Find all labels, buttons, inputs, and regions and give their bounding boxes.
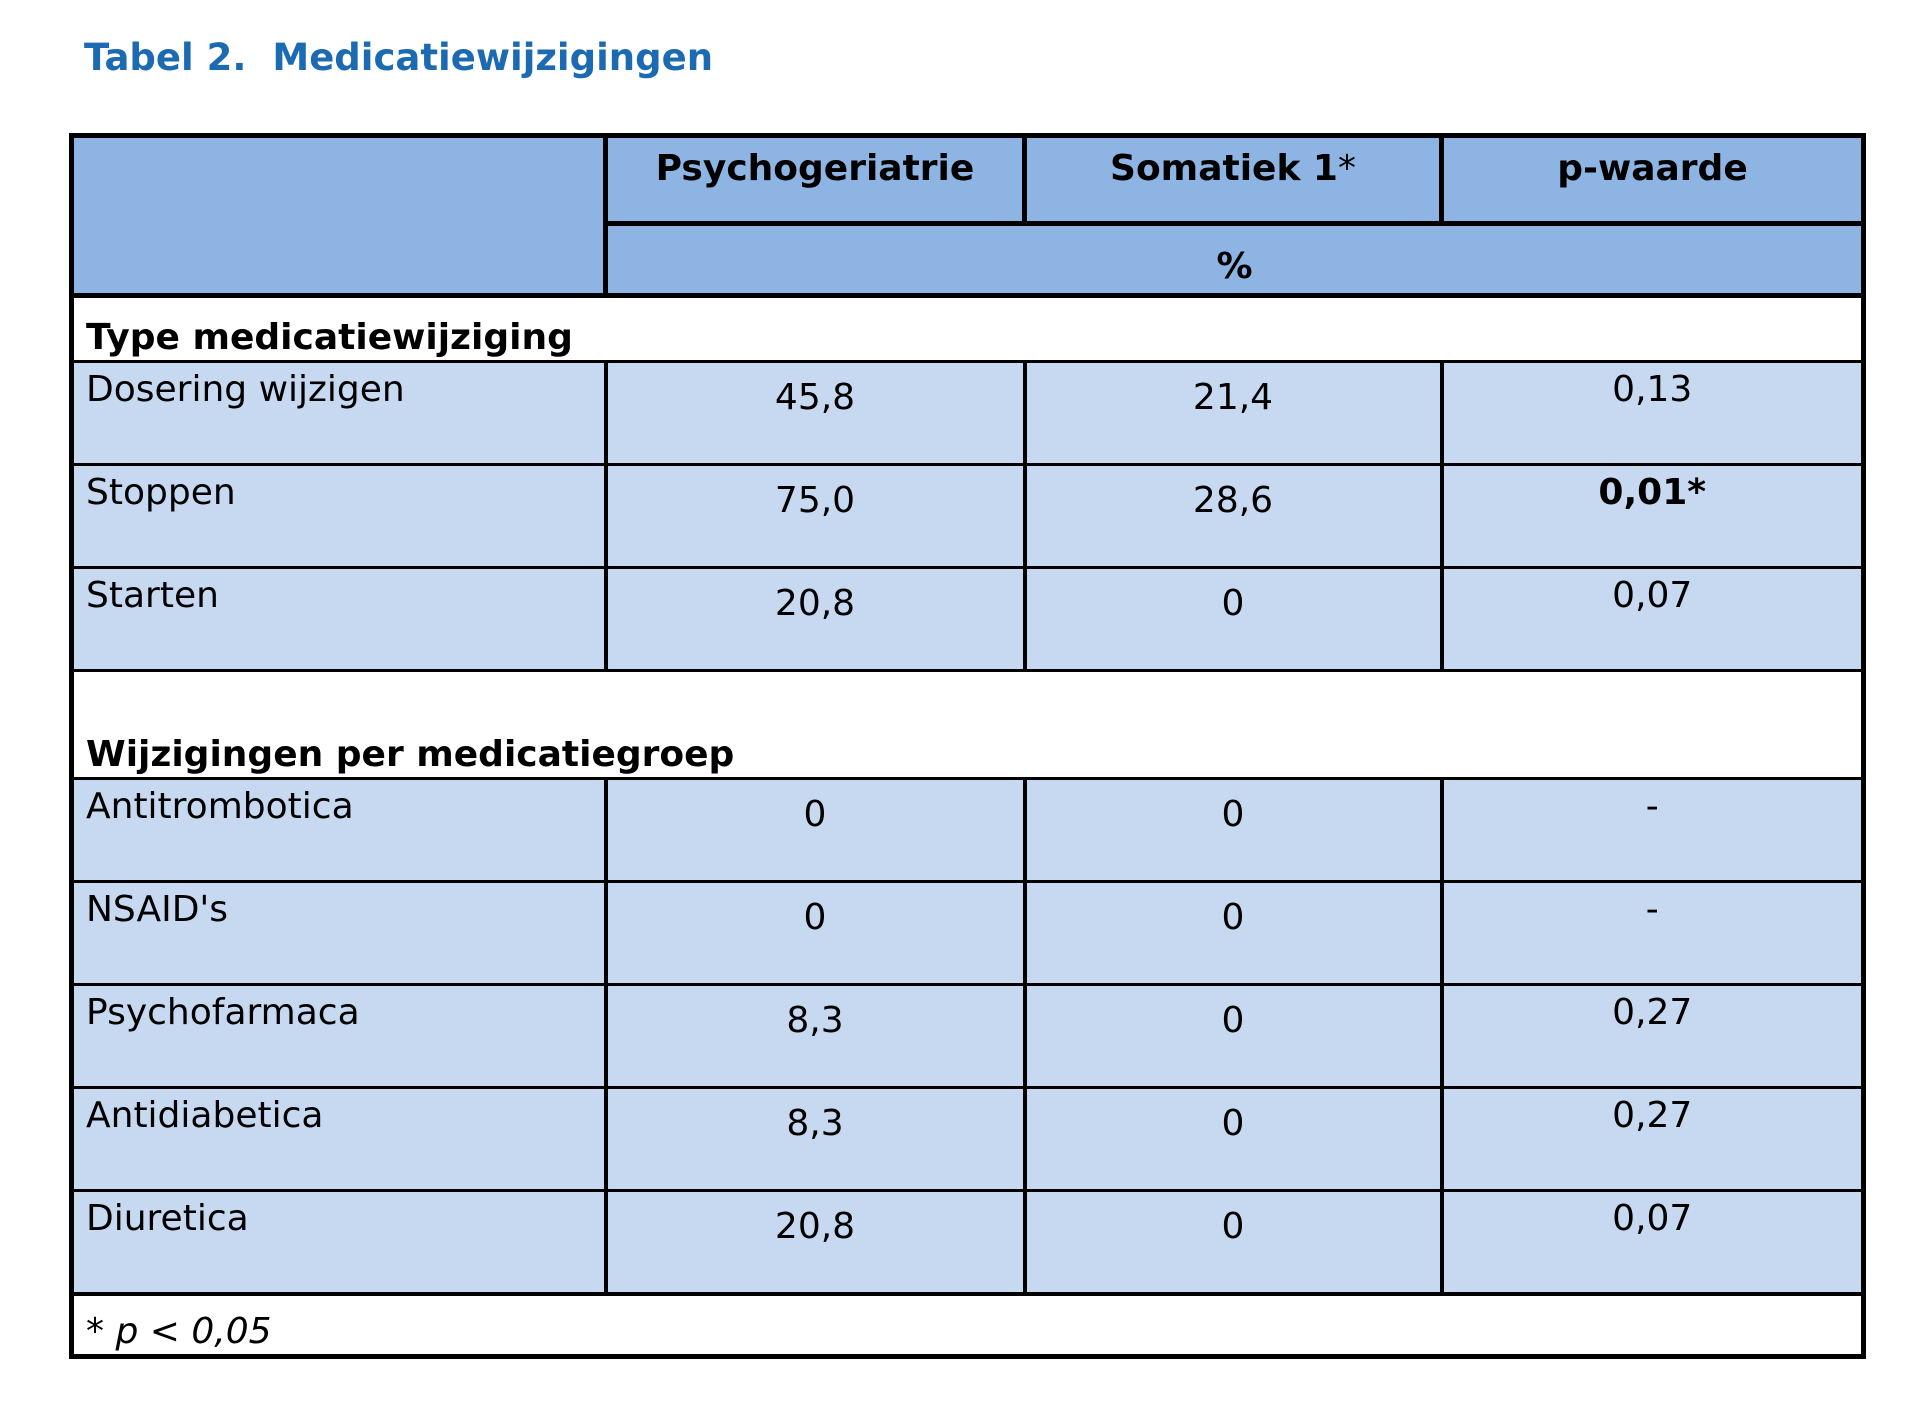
table-row <box>72 1088 1864 1191</box>
cell-p-waarde: 0,27 <box>1442 1088 1864 1191</box>
table-row <box>72 568 1864 671</box>
header-unit-percent: % <box>606 224 1864 296</box>
cell-psychogeriatrie: 45,8 <box>606 362 1025 465</box>
cell-psychogeriatrie: 8,3 <box>606 1088 1025 1191</box>
table-row <box>72 779 1864 882</box>
row-label: Antidiabetica <box>72 1088 606 1191</box>
header-somatiek <box>1025 136 1442 224</box>
table-title-text: Medicatiewijzigingen <box>272 36 714 79</box>
cell-p-waarde: 0,07 <box>1442 568 1864 671</box>
table-row <box>72 985 1864 1088</box>
cell-somatiek: 21,4 <box>1025 362 1442 465</box>
table-title <box>84 30 713 86</box>
header-somatiek-label: Somatiek 1 <box>1110 148 1338 189</box>
cell-somatiek: 0 <box>1025 779 1442 882</box>
header-psychogeriatrie: Psychogeriatrie <box>606 136 1025 224</box>
section-title-type: Type medicatiewijziging <box>72 296 1864 362</box>
row-label: Antitrombotica <box>72 779 606 882</box>
cell-p-waarde: - <box>1442 882 1864 985</box>
cell-somatiek: 28,6 <box>1025 465 1442 568</box>
cell-psychogeriatrie: 20,8 <box>606 568 1025 671</box>
header-corner-cell <box>72 136 606 296</box>
footnote-row <box>72 1294 1864 1357</box>
cell-p-waarde: 0,27 <box>1442 985 1864 1088</box>
row-label: Psychofarmaca <box>72 985 606 1088</box>
section-row <box>72 671 1864 779</box>
row-label: NSAID's <box>72 882 606 985</box>
medication-changes-table <box>69 133 1866 1359</box>
section-title-groups: Wijzigingen per medicatiegroep <box>72 671 1864 779</box>
cell-p-waarde-significant: 0,01* <box>1442 465 1864 568</box>
table-row <box>72 882 1864 985</box>
cell-psychogeriatrie: 0 <box>606 779 1025 882</box>
cell-somatiek: 0 <box>1025 1088 1442 1191</box>
cell-somatiek: 0 <box>1025 985 1442 1088</box>
cell-psychogeriatrie: 8,3 <box>606 985 1025 1088</box>
cell-psychogeriatrie: 0 <box>606 882 1025 985</box>
cell-somatiek: 0 <box>1025 882 1442 985</box>
table-row <box>72 1191 1864 1294</box>
cell-somatiek: 0 <box>1025 568 1442 671</box>
row-label: Dosering wijzigen <box>72 362 606 465</box>
cell-somatiek: 0 <box>1025 1191 1442 1294</box>
cell-psychogeriatrie: 20,8 <box>606 1191 1025 1294</box>
table-number: Tabel 2. <box>84 36 247 79</box>
row-label: Diuretica <box>72 1191 606 1294</box>
row-label: Stoppen <box>72 465 606 568</box>
cell-p-waarde: 0,13 <box>1442 362 1864 465</box>
table-row <box>72 465 1864 568</box>
cell-p-waarde: - <box>1442 779 1864 882</box>
header-p-waarde: p-waarde <box>1442 136 1864 224</box>
header-somatiek-marker: * <box>1337 148 1356 189</box>
footnote: * p < 0,05 <box>72 1294 1864 1357</box>
table-row <box>72 362 1864 465</box>
header-row <box>72 136 1864 224</box>
cell-p-waarde: 0,07 <box>1442 1191 1864 1294</box>
section-row <box>72 296 1864 362</box>
row-label: Starten <box>72 568 606 671</box>
cell-psychogeriatrie: 75,0 <box>606 465 1025 568</box>
